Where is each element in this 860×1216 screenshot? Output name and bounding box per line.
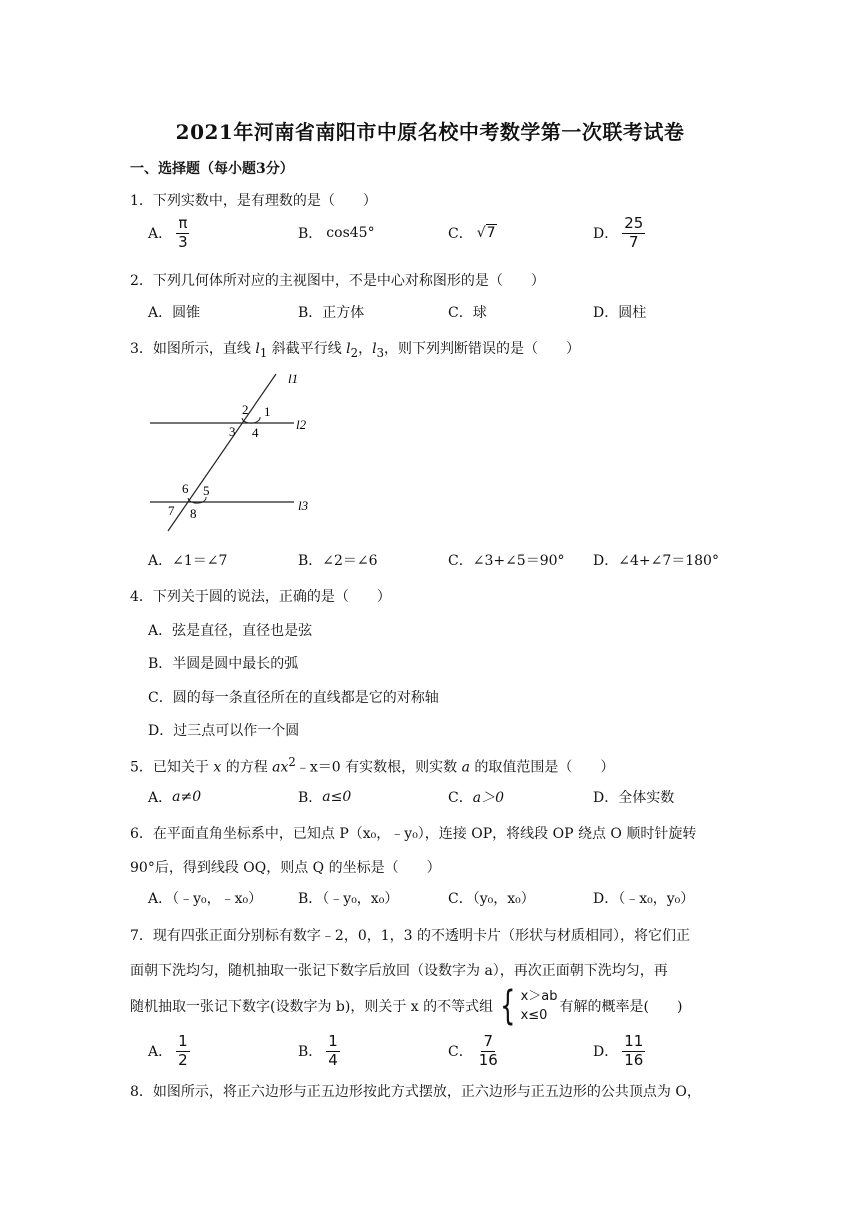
q5-option-a — [148, 782, 201, 812]
q7-option-d — [593, 1031, 645, 1069]
question-2-stem: 2．下列几何体所对应的主视图中，不是中心对称图形的是（ ） — [130, 273, 545, 289]
q7-option-c-fraction — [477, 1031, 500, 1069]
inequality-rows — [521, 987, 558, 1025]
q5-stem-part: 5．已知关于 — [130, 759, 214, 776]
question-6-line-2: 90°后，得到线段 OQ，则点 Q 的坐标是（ ） — [130, 860, 441, 876]
angle-label: 5 — [203, 483, 210, 498]
q2-option-b: B．正方体 — [298, 305, 365, 321]
q3-line-symbol: l — [346, 341, 351, 357]
q2-option-a: A．圆锥 — [148, 305, 201, 321]
q3-line-symbol: l — [255, 341, 260, 357]
q1-option-d-label: D． — [593, 226, 619, 242]
question-6-line-1: 6．在平面直角坐标系中，已知点 P（x₀，﹣y₀），连接 OP，将线段 OP 绕点 O 顺时针旋转 — [130, 826, 697, 842]
q1-option-b-label: B． — [298, 226, 323, 242]
question-7-line-1: 7．现有四张正面分别标有数字﹣2，0，1，3 的不透明卡片（形状与材质相同），将它们正 — [130, 928, 690, 944]
q5-stem-part: 有实数根，则实数 — [340, 759, 462, 776]
fraction-denominator: 4 — [328, 1050, 338, 1069]
q3-subscript: 1 — [259, 345, 268, 360]
fraction-numerator: 7 — [483, 1031, 494, 1050]
q1-option-c — [448, 218, 497, 248]
q5-option-c-label: C． — [448, 790, 473, 806]
q7-option-a — [148, 1031, 190, 1069]
q3-option-c: C．∠3+∠5＝90° — [448, 553, 565, 569]
brace-icon: { — [500, 983, 516, 1029]
q5-equation-term: ax — [272, 759, 289, 776]
q5-variable: a — [461, 759, 470, 776]
fraction-numerator: 11 — [624, 1031, 644, 1050]
q3-stem-part: 斜截平行线 — [267, 341, 347, 357]
angle-label: 3 — [229, 424, 236, 439]
q2-option-c: C．球 — [448, 305, 487, 321]
q7-option-a-label: A． — [148, 1044, 173, 1060]
q7-option-d-fraction — [622, 1031, 645, 1069]
q1-option-b — [298, 218, 375, 248]
q1-option-a — [148, 213, 190, 251]
q5-option-d: D．全体实数 — [593, 790, 675, 806]
q1-option-c-label: C． — [448, 226, 473, 242]
line-label: l2 — [296, 417, 307, 432]
q5-option-a-text: a≠0 — [172, 789, 202, 805]
q1-option-a-label: A． — [148, 226, 173, 242]
q4-option-d: D．过三点可以作一个圆 — [148, 723, 300, 739]
q1-option-d — [593, 213, 645, 251]
q5-option-c-text: a＞0 — [472, 790, 504, 806]
q4-option-b: B．半圆是圆中最长的弧 — [148, 656, 299, 672]
angle-label: 2 — [242, 402, 249, 417]
q5-option-b — [298, 782, 351, 812]
q7-option-b — [298, 1031, 340, 1069]
q3-subscript: 3 — [376, 345, 384, 360]
q3-stem-part: 3．如图所示，直线 — [130, 341, 256, 357]
q5-option-b-label: B． — [298, 790, 323, 806]
q6-option-a: A．（﹣y₀，﹣x₀） — [148, 891, 263, 907]
inequality-row: x＞ab — [520, 989, 558, 1004]
line-label: l3 — [298, 498, 309, 513]
angle-label: 6 — [182, 481, 189, 496]
q5-stem-part: 的方程 — [221, 759, 273, 776]
question-7-line-3 — [130, 983, 683, 1029]
q3-stem-part: ， — [358, 341, 373, 357]
q7-option-b-fraction — [326, 1031, 340, 1069]
q7-stem-part: 有解的概率是( ) — [559, 999, 683, 1015]
inequality-row: x≤0 — [520, 1008, 548, 1023]
q2-option-d: D．圆柱 — [593, 305, 647, 321]
q6-option-c: C．（y₀，x₀） — [448, 891, 535, 907]
fraction-numerator: 25 — [624, 213, 644, 232]
q5-exponent: 2 — [288, 755, 296, 769]
q7-option-c — [448, 1031, 500, 1069]
parallel-lines-figure — [146, 366, 326, 538]
q7-option-d-label: D． — [593, 1044, 619, 1060]
q3-option-d: D．∠4+∠7＝180° — [593, 553, 719, 569]
fraction-denominator: 7 — [629, 232, 639, 251]
question-7-line-2: 面朝下洗均匀，随机抽取一张记下数字后放回（设数字为 a），再次正面朝下洗均匀，再 — [130, 963, 668, 979]
fraction-denominator: 2 — [178, 1050, 188, 1069]
q5-stem-part: 的取值范围是（ ） — [469, 759, 615, 776]
q7-option-c-label: C． — [448, 1044, 473, 1060]
question-2-options — [148, 297, 738, 327]
q5-option-a-label: A． — [148, 790, 173, 806]
q7-option-b-label: B． — [298, 1044, 323, 1060]
q7-stem-part: 随机抽取一张记下数字(设数字为 b)，则关于 x 的不等式组 — [130, 999, 494, 1015]
question-8-stem: 8．如图所示，将正六边形与正五边形按此方式摆放，正六边形与正五边形的公共顶点为 O， — [130, 1084, 701, 1100]
inequality-system — [495, 983, 558, 1029]
question-3-stem — [130, 338, 580, 360]
q4-option-a: A．弦是直径，直径也是弦 — [148, 623, 313, 639]
section-heading: 一、选择题（每小题3分） — [130, 161, 294, 177]
fraction-denominator: 3 — [178, 232, 188, 251]
q5-equation-rest: ﹣x＝0 — [295, 759, 341, 776]
angle-label: 8 — [190, 506, 197, 521]
q5-option-c — [448, 782, 504, 812]
question-4-stem: 4．下列关于圆的说法，正确的是（ ） — [130, 589, 391, 605]
q1-option-b-text: cos45° — [326, 225, 375, 241]
question-1-stem: 1．下列实数中，是有理数的是（ ） — [130, 193, 377, 209]
q5-variable: x — [213, 759, 222, 776]
q3-option-a: A．∠1＝∠7 — [148, 553, 228, 569]
question-6-options — [148, 883, 738, 913]
question-5-options — [148, 782, 738, 812]
fraction-denominator: 16 — [478, 1050, 498, 1069]
radicand: 7 — [486, 225, 496, 241]
question-7-options — [148, 1031, 738, 1069]
square-root: √7 — [476, 225, 496, 241]
fraction-denominator: 16 — [624, 1050, 644, 1069]
q4-option-c: C．圆的每一条直径所在的直线都是它的对称轴 — [148, 690, 439, 706]
fraction-numerator: 1 — [328, 1031, 338, 1050]
line-label: l1 — [288, 371, 299, 386]
q3-subscript: 2 — [350, 345, 359, 360]
question-3-options — [148, 545, 738, 575]
angle-label: 4 — [252, 425, 259, 440]
q1-option-a-fraction — [176, 213, 190, 251]
q6-option-d: D．（﹣x₀，y₀） — [593, 891, 695, 907]
fraction-numerator: π — [178, 213, 188, 232]
angle-label: 7 — [168, 503, 175, 518]
angle-label: 1 — [264, 404, 271, 419]
question-1-options — [148, 213, 738, 251]
q6-option-b: B．（﹣y₀，x₀） — [298, 891, 399, 907]
q5-option-b-text: a≤0 — [322, 789, 352, 805]
question-5-stem — [130, 755, 614, 777]
page-title: 2021年河南省南阳市中原名校中考数学第一次联考试卷 — [175, 120, 685, 144]
q3-option-b: B．∠2＝∠6 — [298, 553, 378, 569]
q7-option-a-fraction — [176, 1031, 190, 1069]
q3-line-symbol: l — [372, 341, 377, 357]
line-l1 — [168, 374, 276, 531]
fraction-numerator: 1 — [178, 1031, 188, 1050]
q3-stem-part: ，则下列判断错误的是（ ） — [383, 341, 580, 357]
q1-option-d-fraction — [622, 213, 645, 251]
